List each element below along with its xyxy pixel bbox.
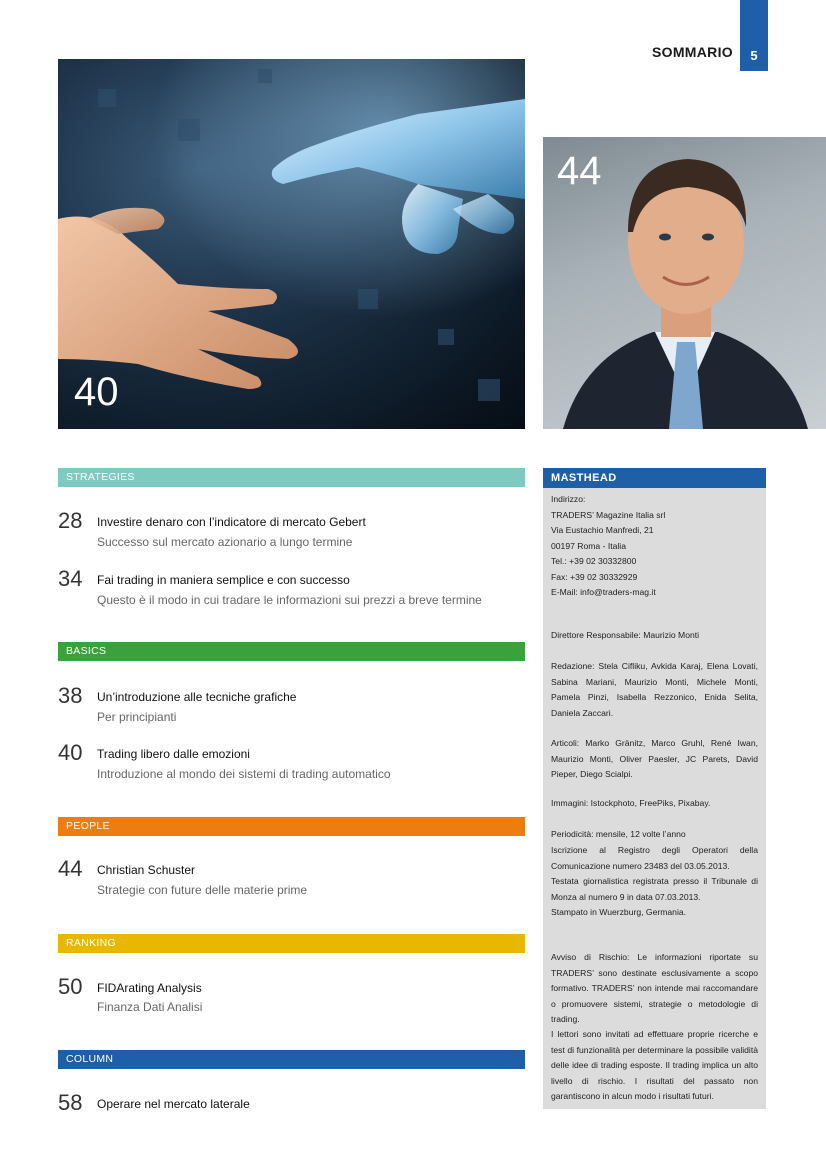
- city: 00197 Roma - Italia: [551, 540, 626, 551]
- masthead-editorial: Redazione: Stela Cifliku, Avkida Karaj, Elena Lovati, Sabina Mariani, Maurizio Monti, Michele Monti, Pamela Pinzi, Isabella Rezzonico, Enida Selita, Daniela Zaccari.: [551, 661, 758, 718]
- entry-page-number: 38: [58, 683, 83, 708]
- fax: Fax: +39 02 30332929: [551, 571, 638, 582]
- hero-image-ai-hands: [58, 59, 525, 429]
- masthead-title: MASTHEAD: [543, 468, 766, 488]
- entry-title[interactable]: Operare nel mercato laterale: [97, 1097, 250, 1111]
- portrait-page-number: 44: [557, 149, 602, 193]
- masthead-images: Immagini: Istockphoto, FreePiks, Pixabay.: [551, 798, 711, 808]
- entry-subtitle: Successo sul mercato azionario a lungo termine: [97, 535, 353, 549]
- entry-page-number: 28: [58, 508, 83, 533]
- section-bar-column: COLUMN: [58, 1050, 525, 1069]
- masthead-periodicity: Periodicità: mensile, 12 volte l’anno: [551, 829, 686, 839]
- section-title: SOMMARIO: [652, 44, 733, 60]
- entry-title[interactable]: Trading libero dalle emozioni: [97, 747, 250, 761]
- masthead-newspaper: Testata giornalistica registrata presso il Tribunale di Monza al numero 9 in data 07.03.2013.: [551, 876, 758, 902]
- entry-subtitle: Finanza Dati Analisi: [97, 1000, 203, 1014]
- masthead-director: Direttore Responsabile: Maurizio Monti: [551, 630, 700, 640]
- section-bar-people: PEOPLE: [58, 817, 525, 836]
- masthead-box: [543, 468, 766, 1109]
- entry-title[interactable]: Investire denaro con l’indicatore di mercato Gebert: [97, 515, 366, 529]
- masthead-registration: Iscrizione al Registro degli Operatori della Comunicazione numero 23483 del 03.05.2013.: [551, 845, 758, 871]
- masthead-risk-notice: Avviso di Rischio: Le informazioni riportate su TRADERS’ sono destinate esclusivamente a scopo formativo. TRADERS’ non intende mai raccomandare o promuovere sistemi, strategie o metodologie di trading.: [551, 952, 758, 1024]
- entry-subtitle: Strategie con future delle materie prime: [97, 883, 308, 897]
- entry-page-number: 40: [58, 740, 83, 765]
- entry-title[interactable]: Un’introduzione alle tecniche grafiche: [97, 690, 297, 704]
- email[interactable]: E-Mail: info@traders-mag.it: [551, 587, 656, 597]
- section-bar-strategies: STRATEGIES: [58, 468, 525, 487]
- address-label: Indirizzo:: [551, 494, 586, 504]
- masthead-printed: Stampato in Wuerzburg, Germania.: [551, 907, 687, 917]
- masthead-articles: Articoli: Marko Gränitz, Marco Gruhl, René Iwan, Maurizio Monti, Oliver Paesler, JC Parets, David Pieper, Diego Scialpi.: [551, 738, 758, 779]
- portrait-photo: [543, 137, 826, 429]
- entry-page-number: 50: [58, 974, 83, 999]
- entry-page-number: 44: [58, 856, 83, 881]
- entry-title[interactable]: FIDArating Analysis: [97, 981, 202, 995]
- entry-page-number: 34: [58, 566, 83, 591]
- entry-title[interactable]: Fai trading in maniera semplice e con successo: [97, 573, 350, 587]
- section-bar-basics: BASICS: [58, 642, 525, 661]
- masthead-readers-notice: I lettori sono invitati ad effettuare proprie ricerche e test di funzionalità per determinare la possibile validità delle idee di trading esposte. Il trading implica un alto livello di rischio. I risultati del passato non garantiscono in alcun modo i risultati futuri.: [551, 1029, 758, 1101]
- entry-subtitle: Questo è il modo in cui tradare le informazioni sui prezzi a breve termine: [97, 593, 482, 607]
- entry-title[interactable]: Christian Schuster: [97, 863, 196, 877]
- company-name: TRADERS’ Magazine Italia srl: [551, 509, 666, 520]
- street: Via Eustachio Manfredi, 21: [551, 525, 654, 535]
- section-bar-ranking: RANKING: [58, 934, 525, 953]
- masthead-address: [551, 492, 758, 601]
- hands-illustration: [58, 59, 525, 429]
- entry-page-number: 58: [58, 1090, 83, 1115]
- hero-page-number: 40: [74, 370, 119, 414]
- phone: Tel.: +39 02 30332800: [551, 556, 637, 566]
- entry-subtitle: Introduzione al mondo dei sistemi di trading automatico: [97, 767, 391, 781]
- entry-subtitle: Per principianti: [97, 710, 177, 724]
- page-number-tab: 5: [740, 0, 768, 71]
